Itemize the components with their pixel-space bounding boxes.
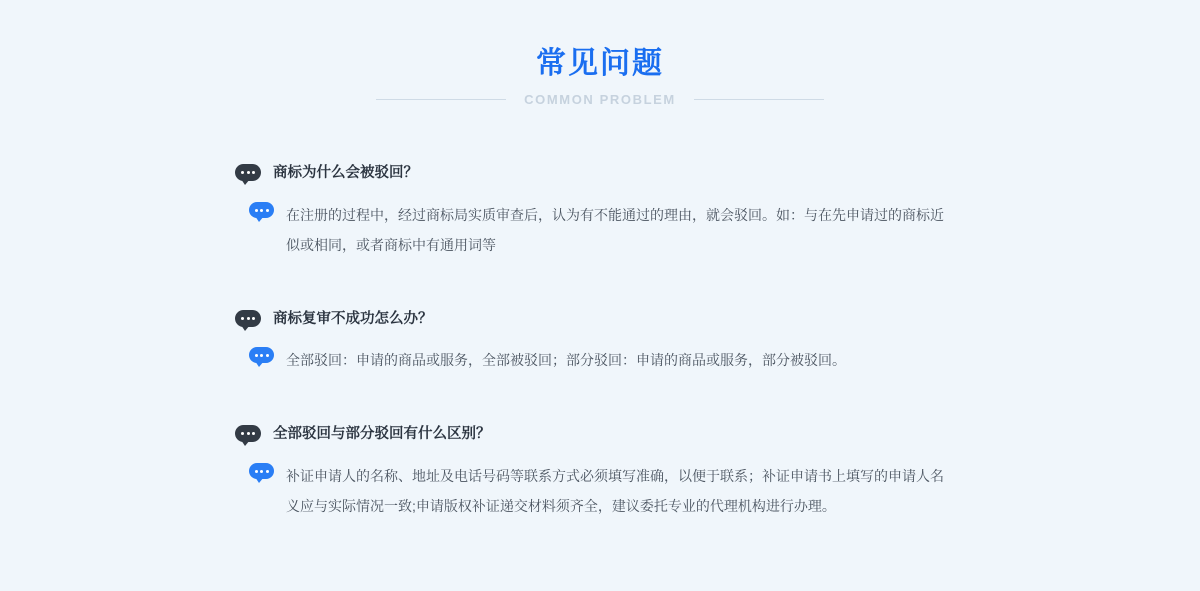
faq-answer-row [235,461,965,521]
page-title: 常见问题 [536,47,664,80]
faq-question-text: 商标复审不成功怎么办？ [273,311,433,327]
faq-item [235,162,965,260]
faq-question-text: 商标为什么会被驳回？ [273,165,418,181]
divider-right [694,99,824,100]
divider-left [376,99,506,100]
faq-answer-text: 补证申请人的名称、地址及电话号码等联系方式必须填写准确，以便于联系；补证申请书上填写的申请人名义应与实际情况一致;申请版权补证递交材料须齐全，建议委托专业的代理机构进行办理。 [286,468,944,514]
chat-bubble-dark-icon [235,425,261,442]
chat-bubble-blue-icon [249,347,274,363]
faq-answer-text: 在注册的过程中，经过商标局实质审查后，认为有不能通过的理由，就会驳回。如：与在先申请过的商标近似或相同，或者商标中有通用词等 [286,207,944,253]
faq-question-row[interactable] [235,308,965,329]
chat-bubble-blue-icon [249,202,274,218]
faq-answer-row [235,345,965,375]
chat-bubble-dark-icon [235,164,261,181]
chat-bubble-blue-icon [249,463,274,479]
subtitle-row [0,92,1200,107]
faq-item [235,423,965,521]
page-subtitle: COMMON PROBLEM [524,92,676,107]
faq-list [0,162,1200,521]
faq-item [235,308,965,375]
page-header [0,0,1200,107]
chat-bubble-dark-icon [235,310,261,327]
faq-question-text: 全部驳回与部分驳回有什么区别？ [273,426,491,442]
faq-question-row[interactable] [235,162,965,183]
faq-answer-row [235,200,965,260]
faq-question-row[interactable] [235,423,965,444]
faq-answer-text: 全部驳回：申请的商品或服务，全部被驳回；部分驳回：申请的商品或服务，部分被驳回。 [286,352,846,368]
